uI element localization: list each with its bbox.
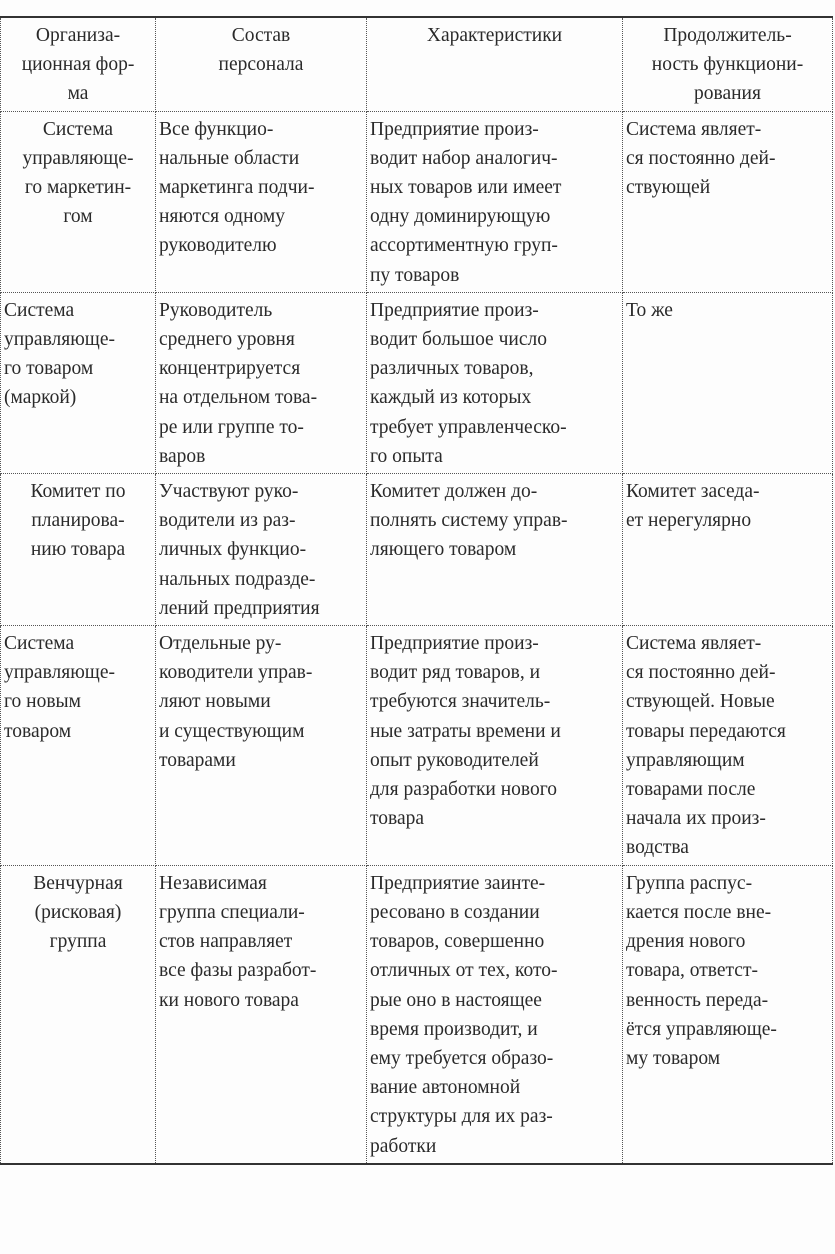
header-duration: Продолжитель- ность функциони- рования bbox=[623, 17, 833, 111]
cell-duration: Группа распус- кается после вне- дрения нового товара, ответст- венность переда- ётся управляюще- му товаром bbox=[623, 865, 833, 1164]
cell-form: Комитет по планирова- нию товара bbox=[1, 474, 156, 626]
cell-form: Система управляюще- го маркетин- гом bbox=[1, 111, 156, 292]
header-characteristics: Характеристики bbox=[367, 17, 623, 111]
table-row bbox=[1, 111, 833, 292]
cell-staff: Все функцио- нальные области маркетинга подчи- няются одному руководителю bbox=[156, 111, 367, 292]
cell-characteristics: Предприятие произ- водит ряд товаров, и требуются значитель- ные затраты времени и опыт руководителей для разработки нового товара bbox=[367, 626, 623, 866]
table-header-row bbox=[1, 17, 833, 111]
table-row bbox=[1, 626, 833, 866]
cell-characteristics: Предприятие заинте- ресовано в создании товаров, совершенно отличных от тех, кото- рые оно в настоящее время производит, и ему требуется образо- вание автономной структуры для их раз- работки bbox=[367, 865, 623, 1164]
cell-duration: То же bbox=[623, 292, 833, 473]
table-row bbox=[1, 292, 833, 473]
cell-staff: Участвуют руко- водители из раз- личных функцио- нальных подразде- лений предприятия bbox=[156, 474, 367, 626]
organizational-forms-table bbox=[0, 16, 833, 1165]
cell-duration: Комитет заседа- ет нерегулярно bbox=[623, 474, 833, 626]
cell-characteristics: Предприятие произ- водит большое число различных товаров, каждый из которых требует управленческо- го опыта bbox=[367, 292, 623, 473]
cell-duration: Система являет- ся постоянно дей- ствующей bbox=[623, 111, 833, 292]
cell-characteristics: Предприятие произ- водит набор аналогич- ных товаров или имеет одну доминирующую ассортиментную груп- пу товаров bbox=[367, 111, 623, 292]
cell-form: Система управляюще- го товаром (маркой) bbox=[1, 292, 156, 473]
cell-form: Система управляюще- го новым товаром bbox=[1, 626, 156, 866]
table-row bbox=[1, 474, 833, 626]
cell-staff: Руководитель среднего уровня концентрируется на отдельном това- ре или группе то- варов bbox=[156, 292, 367, 473]
cell-staff: Независимая группа специали- стов направляет все фазы разработ- ки нового товара bbox=[156, 865, 367, 1164]
header-staff: Состав персонала bbox=[156, 17, 367, 111]
table-row bbox=[1, 865, 833, 1164]
header-form: Организа- ционная фор- ма bbox=[1, 17, 156, 111]
cell-staff: Отдельные ру- ководители управ- ляют новыми и существующим товарами bbox=[156, 626, 367, 866]
cell-duration: Система являет- ся постоянно дей- ствующей. Новые товары передаются управляющим товарами после начала их произ- водства bbox=[623, 626, 833, 866]
cell-characteristics: Комитет должен до- полнять систему управ- ляющего товаром bbox=[367, 474, 623, 626]
cell-form: Венчурная (рисковая) группа bbox=[1, 865, 156, 1164]
